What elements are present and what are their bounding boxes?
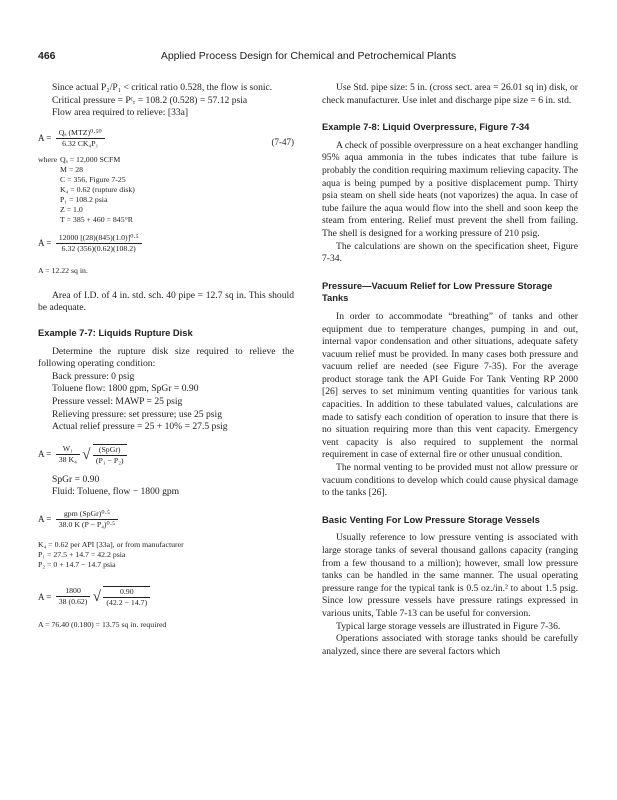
radical-sign: √ — [82, 446, 91, 463]
denominator: 6.32 (356)(0.62)(108.2) — [61, 243, 136, 253]
where-item: Z = 1.0 — [60, 204, 83, 214]
where-item: K₄ = 0.62 (rupture disk) — [60, 184, 135, 194]
equation — [38, 586, 294, 608]
radical-sign: √ — [92, 588, 101, 605]
denominator: (P₁ − P₂) — [95, 455, 124, 465]
numerator: gpm (SpGr)⁰·⁵ — [56, 509, 118, 520]
running-title: Applied Process Design for Chemical and Petrochemical Plants — [160, 50, 457, 62]
numerator: 0.90 — [103, 587, 150, 598]
fraction — [56, 444, 80, 465]
fraction-under-radical — [93, 444, 127, 466]
list-item: Relieving pressure: set pressure; use 25 psig — [52, 408, 222, 420]
fraction — [56, 509, 118, 530]
denominator: (42.2 − 14.7) — [106, 597, 148, 607]
where-label: where — [38, 154, 58, 164]
where-item: Qₐ = 12,000 SCFM — [60, 154, 121, 164]
list-item: P₁ = 27.5 + 14.7 = 42.2 psia — [38, 549, 126, 559]
paragraph: A check of possible overpressure on a heat exchanger handling 95% aqua ammonia in the tubes indicates that tube failure is probably the condition requiring maximum relieving capacity. The aqua is being pumped by a positive displacement pump. Thirty psia steam on shell side heats (not vaporizes) the aqua. In case of tube failure the aqua would flow into the shell and soon keep the steam from entering. Relief must prevent the shell from failing. The shell is designed for a working pressure of 210 psig. — [322, 139, 578, 239]
equation-result: A = 12.22 sq in. — [38, 265, 88, 275]
conditions-list — [38, 371, 294, 434]
list-item: K₄ = 0.62 per API [33a], or from manufacturer — [38, 539, 184, 549]
where-item: C = 356, Figure 7-25 — [60, 174, 126, 184]
numerator: 1800 — [56, 586, 91, 597]
paragraph: Use Std. pipe size: 5 in. (cross sect. area = 26.01 sq in) disk, or check manufacturer. Use inlet and discharge pipe size = 6 in. std. — [322, 82, 578, 106]
denominator: 38 (0.62) — [58, 597, 88, 607]
equation-lhs: A = — [38, 237, 52, 248]
equation-lhs: A = — [38, 514, 52, 525]
where-item: M = 28 — [60, 164, 84, 174]
equation — [38, 444, 294, 466]
equation-result: A = 76.40 (0.180) = 13.75 sq in. required — [38, 619, 167, 629]
numerator: (SpGr) — [93, 445, 127, 456]
numerator: 12000 [(28)(845)(1.0)]⁰·⁵ — [56, 233, 142, 244]
numerator: Qₐ (MTZ)⁰·⁵⁰ — [56, 128, 105, 139]
paragraph: The calculations are shown on the specification sheet, Figure 7-34. — [322, 240, 578, 265]
fraction — [56, 586, 91, 607]
fraction-under-radical — [103, 586, 150, 608]
page-header — [38, 50, 579, 66]
fraction — [56, 233, 142, 254]
paragraph: Determine the rupture disk size required to relieve the following operating condition: — [38, 345, 294, 370]
paragraph: Since actual P₂/P₁ < critical ratio 0.528, the flow is sonic. — [52, 82, 273, 93]
equation-7-47 — [38, 128, 294, 149]
list-item: Pressure vessel: MAWP = 25 psig — [52, 395, 183, 407]
equation — [38, 233, 294, 254]
section-heading: Basic Venting For Low Pressure Storage Vessels — [322, 513, 540, 525]
equation-lhs: A = — [38, 449, 52, 460]
paragraph: Typical large storage vessels are illustrated in Figure 7-36. — [336, 620, 561, 632]
right-column — [322, 82, 578, 658]
page-number: 466 — [38, 50, 56, 62]
paragraph: Critical pressure = Pᶜᵣ = 108.2 (0.528) = 57.12 psia — [52, 94, 248, 106]
paragraph: Fluid: Toluene, flow − 1800 gpm — [52, 486, 180, 498]
where-list — [38, 155, 294, 225]
denominator: 6.32 CK₄P₁ — [62, 138, 99, 148]
list-item: Back pressure: 0 psig — [52, 370, 135, 382]
numerator: W₁ — [56, 444, 80, 455]
list-item: Toluene flow: 1800 gpm, SpGr = 0.90 — [52, 383, 199, 395]
fraction — [56, 128, 105, 149]
section-heading: Example 7-7: Liquids Rupture Disk — [38, 326, 193, 338]
paragraph: The normal venting to be provided must not allow pressure or vacuum conditions to develop which could cause physical damage to the tanks [26]. — [322, 462, 578, 499]
equation-lhs: A = — [38, 132, 52, 143]
list-item: P₂ = 0 + 14.7 − 14.7 psia — [38, 559, 116, 569]
paragraph: Usually reference to low pressure venting is associated with large storage tanks of several thousand gallons capacity (ranging from a few thousand to a million); however, small low pressure tanks can be handled in the same manner. The usual operating pressure range for the typical tank is 0.5 oz./in.² to about 1.5 psig. Since low pressure vessels have pressure ratings expressed in various units, Table 7-13 can be useful for conversion. — [322, 532, 578, 619]
equation — [38, 509, 294, 530]
denominator: 38 K₄ — [58, 455, 77, 465]
section-heading: Pressure—Vacuum Relief for Low Pressure Storage Tanks — [322, 279, 553, 304]
paragraph: Flow area required to relieve: [33a] — [52, 107, 189, 119]
where-item: T = 385 + 460 = 845°R — [60, 214, 133, 224]
equation-lhs: A = — [38, 591, 52, 602]
where-item: P₁ = 108.2 psia — [60, 194, 108, 204]
value-list — [38, 540, 294, 570]
paragraph: Operations associated with storage tanks should be carefully analyzed, since there are several factors which — [322, 633, 578, 657]
equation-number: (7-47) — [271, 136, 294, 147]
denominator: 38.0 K (P − P₄)⁰·⁵ — [58, 519, 115, 529]
paragraph: SpGr = 0.90 — [52, 473, 100, 485]
list-item: Actual relief pressure = 25 + 10% = 27.5 psig — [52, 421, 228, 433]
left-column — [38, 82, 294, 630]
paragraph: Area of I.D. of 4 in. std. sch. 40 pipe = 12.7 sq in. This should be adequate. — [38, 289, 294, 314]
section-heading: Example 7-8: Liquid Overpressure, Figure 7-34 — [322, 121, 530, 133]
paragraph: In order to accommodate “breathing” of tanks and other equipment due to temperature changes, pumping in and out, internal vapor condensation and other situations, adequate safety vacuum relief must be provided. In many cases both pressure and vacuum relief are needed (see Figure 7-35). For the average product storage tank the API Guide For Tank Venting RP 2000 [26] serves to set minimum venting quantities for various tank capacities. In addition to these tabulated values, calculations are made to satisfy each condition of operation to insure that there is no situation requiring more than this vent capacity. Emergency vent capacity is also required to supplement the normal requirement in case of external fire or other unusual condition. — [322, 310, 578, 461]
